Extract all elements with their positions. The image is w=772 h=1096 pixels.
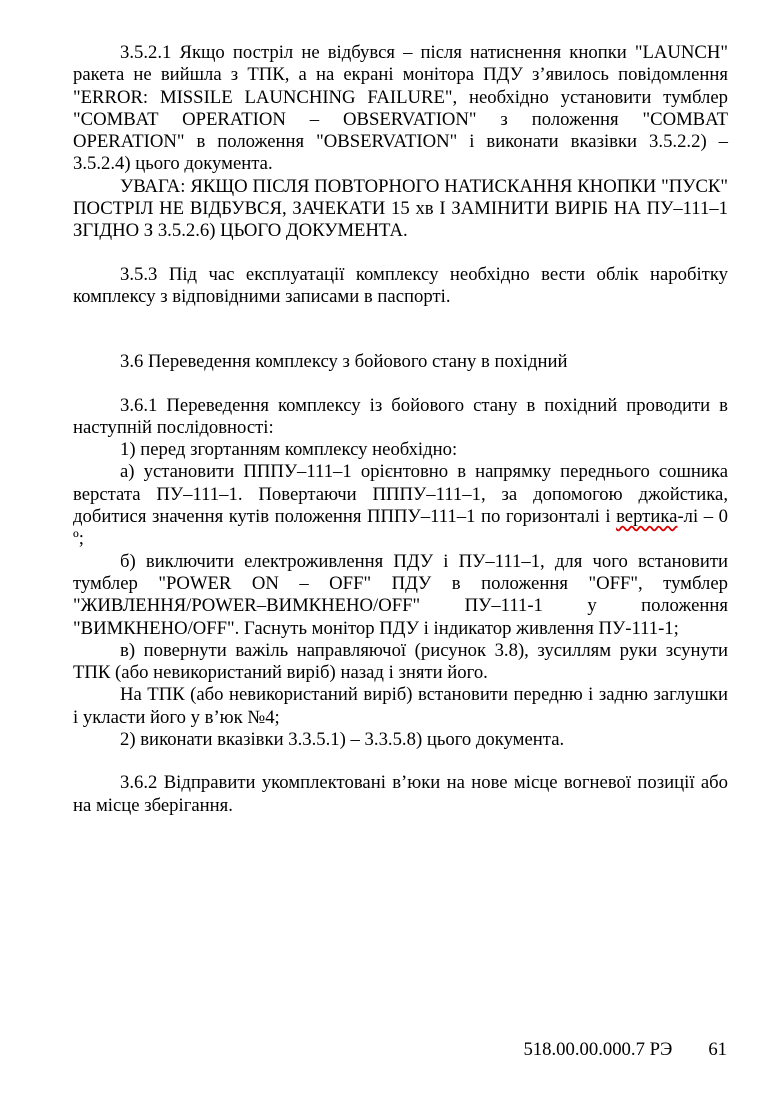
page-number: 61 [708,1039,727,1060]
spacer [73,374,728,395]
step-1a-text: а) установити ПППУ–111–1 орієнтовно в напрямку переднього сошника верстата ПУ–111–1. Повертаючи ПППУ–111–1, за допомогою джойстика, добитися значення кутів положення ПППУ–111–1 по горизонталі і [73,461,728,528]
spellcheck-word: вертика [616,506,678,528]
warning-paragraph: УВАГА: ЯКЩО ПІСЛЯ ПОВТОРНОГО НАТИСКАННЯ КНОПКИ "ПУСК" ПОСТРІЛ НЕ ВІДБУВСЯ, ЗАЧЕКАТИ 15 хв І ЗАМІНИТИ ВИРІБ НА ПУ–111–1 ЗГІДНО З 3.5.2.6) ЦЬОГО ДОКУМЕНТА. [73,175,728,242]
spacer [73,308,728,351]
step-1b: б) виключити електроживлення ПДУ і ПУ–111–1, для чого встановити тумблер "POWER ON – OFF" ПДУ в положення "OFF", тумблер "ЖИВЛЕННЯ/POWER–ВИМКНЕНО/OFF" ПУ–111-1 у положення "ВИМКНЕНО/OFF". Гаснуть монітор ПДУ і індикатор живлення ПУ-111-1; [73,550,728,639]
document-number: 518.00.00.000.7 РЭ [523,1039,673,1060]
paragraph-3-5-2-1: 3.5.2.1 Якщо постріл не відбувся – після натиснення кнопки "LAUNCH" ракета не вийшла з ТПК, а на екрані монітора ПДУ з’явилось повідомлення "ERROR: MISSILE LAUNCHING FAILURE", необхідно установити тумблер "COMBAT OPERATION – OBSERVATION" з положення "COMBAT OPERATION" в положення "OBSERVATION" і виконати вказівки 3.5.2.2) – 3.5.2.4) цього документа. [73,42,728,175]
step-1d: На ТПК (або невикористаний виріб) встановити передню і задню заглушки і укласти його у в’юк №4; [73,684,728,728]
section-heading-3-6: 3.6 Переведення комплексу з бойового стану в похідний [120,351,568,373]
step-1a-tail: -лі – 0 º; [73,506,728,550]
step-1a [73,461,728,550]
spacer [73,751,728,772]
document-body [73,42,728,817]
step-1c: в) повернути важіль направляючої (рисунок 3.8), зусиллям руки зсунути ТПК (або невикористаний виріб) назад і зняти його. [73,639,728,684]
step-2: 2) виконати вказівки 3.3.5.1) – 3.3.5.8) цього документа. [120,729,565,751]
paragraph-3-6-2: 3.6.2 Відправити укомплектовані в’юки на нове місце вогневої позиції або на місце зберігання. [73,772,728,816]
paragraph-3-5-3: 3.5.3 Під час експлуатації комплексу необхідно вести облік наробітку комплексу з відповідними записами в паспорті. [73,263,728,307]
step-1: 1) перед згортанням комплексу необхідно: [120,439,458,461]
page-footer [0,1039,727,1061]
spacer [73,243,728,264]
paragraph-3-6-1: 3.6.1 Переведення комплексу із бойового стану в похідний проводити в наступній послідовності: [73,394,728,438]
